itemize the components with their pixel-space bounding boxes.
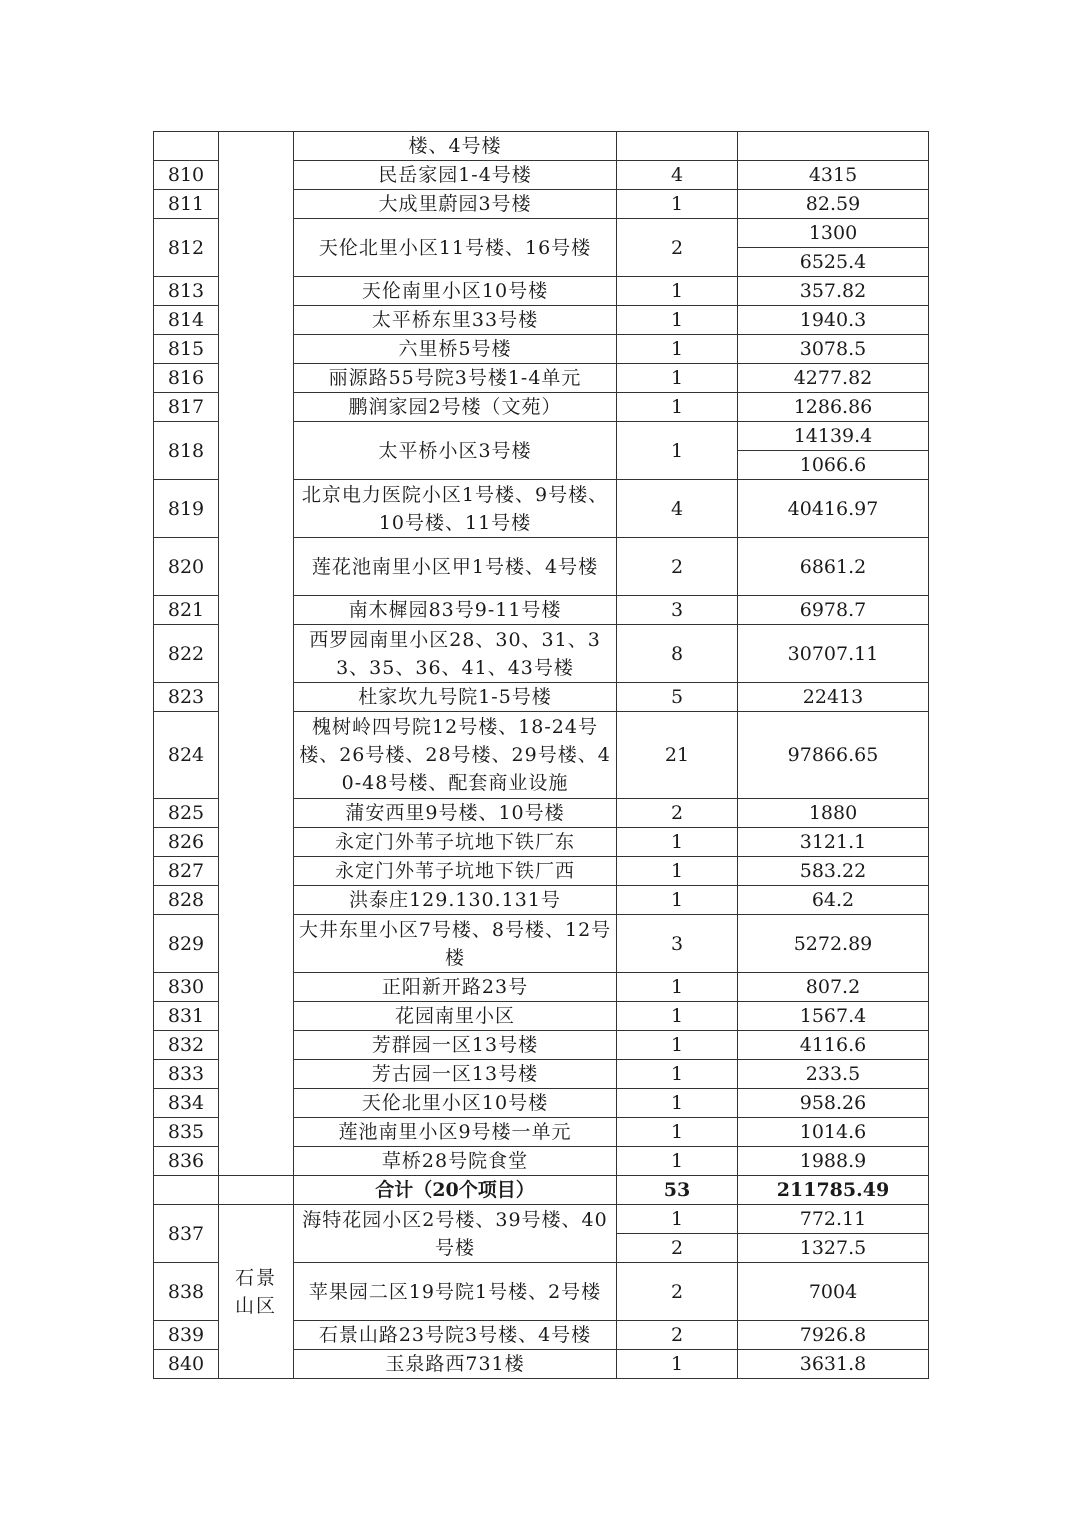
building-count-cell: 4 (617, 480, 738, 538)
area-cell: 1300 (738, 219, 929, 248)
area-cell: 3631.8 (738, 1350, 929, 1379)
building-count-cell: 1 (617, 364, 738, 393)
building-count-cell: 1 (617, 1205, 738, 1234)
row-number-cell: 819 (154, 480, 219, 538)
building-count-cell: 1 (617, 306, 738, 335)
area-cell: 3121.1 (738, 828, 929, 857)
building-count-cell (617, 132, 738, 161)
row-number-cell: 834 (154, 1089, 219, 1118)
project-name-cell: 永定门外苇子坑地下铁厂西 (294, 857, 617, 886)
area-cell: 7926.8 (738, 1321, 929, 1350)
building-count-cell: 2 (617, 1234, 738, 1263)
project-name-cell: 太平桥小区3号楼 (294, 422, 617, 480)
area-cell: 4315 (738, 161, 929, 190)
row-number-cell: 820 (154, 538, 219, 596)
row-number-cell: 814 (154, 306, 219, 335)
building-count-cell: 1 (617, 422, 738, 480)
building-count-cell: 1 (617, 1118, 738, 1147)
area-cell: 30707.11 (738, 625, 929, 683)
total-area-cell: 211785.49 (738, 1176, 929, 1205)
row-number-cell: 833 (154, 1060, 219, 1089)
area-cell: 82.59 (738, 190, 929, 219)
building-count-cell: 3 (617, 915, 738, 973)
row-number-cell: 810 (154, 161, 219, 190)
area-cell: 1988.9 (738, 1147, 929, 1176)
area-cell: 14139.4 (738, 422, 929, 451)
row-number-cell: 821 (154, 596, 219, 625)
area-cell: 97866.65 (738, 712, 929, 799)
project-name-cell: 槐树岭四号院12号楼、18-24号楼、26号楼、28号楼、29号楼、40-48号楼、配套商业设施 (294, 712, 617, 799)
area-cell: 807.2 (738, 973, 929, 1002)
area-cell: 958.26 (738, 1089, 929, 1118)
project-name-cell: 草桥28号院食堂 (294, 1147, 617, 1176)
total-count-cell: 53 (617, 1176, 738, 1205)
project-name-cell: 芳群园一区13号楼 (294, 1031, 617, 1060)
project-name-cell: 正阳新开路23号 (294, 973, 617, 1002)
row-number-cell: 811 (154, 190, 219, 219)
building-count-cell: 1 (617, 393, 738, 422)
row-number-cell: 840 (154, 1350, 219, 1379)
area-cell: 1880 (738, 799, 929, 828)
row-number-cell: 817 (154, 393, 219, 422)
project-name-cell: 海特花园小区2号楼、39号楼、40号楼 (294, 1205, 617, 1263)
building-count-cell: 2 (617, 1263, 738, 1321)
project-name-cell: 蒲安西里9号楼、10号楼 (294, 799, 617, 828)
building-count-cell: 2 (617, 1321, 738, 1350)
area-cell: 6525.4 (738, 248, 929, 277)
row-number-cell: 826 (154, 828, 219, 857)
area-cell: 1286.86 (738, 393, 929, 422)
project-name-cell: 鹏润家园2号楼（文苑） (294, 393, 617, 422)
project-name-cell: 永定门外苇子坑地下铁厂东 (294, 828, 617, 857)
row-number-cell: 818 (154, 422, 219, 480)
table-row (154, 132, 929, 161)
row-number-cell: 824 (154, 712, 219, 799)
area-cell: 233.5 (738, 1060, 929, 1089)
building-count-cell: 21 (617, 712, 738, 799)
table-row (154, 1205, 929, 1234)
area-cell: 1014.6 (738, 1118, 929, 1147)
row-number-cell: 829 (154, 915, 219, 973)
building-count-cell: 1 (617, 277, 738, 306)
row-number-cell: 816 (154, 364, 219, 393)
area-cell: 1327.5 (738, 1234, 929, 1263)
total-row (154, 1176, 929, 1205)
area-cell: 7004 (738, 1263, 929, 1321)
area-cell: 583.22 (738, 857, 929, 886)
building-count-cell: 3 (617, 596, 738, 625)
row-number-cell: 830 (154, 973, 219, 1002)
project-name-cell: 大成里蔚园3号楼 (294, 190, 617, 219)
total-label-cell: 合计（20个项目） (294, 1176, 617, 1205)
area-cell: 4116.6 (738, 1031, 929, 1060)
project-name-cell: 洪泰庄129.130.131号 (294, 886, 617, 915)
project-name-cell: 南木樨园83号9-11号楼 (294, 596, 617, 625)
area-cell: 40416.97 (738, 480, 929, 538)
table-body (154, 132, 929, 1379)
project-name-cell: 楼、4号楼 (294, 132, 617, 161)
project-name-cell: 大井东里小区7号楼、8号楼、12号楼 (294, 915, 617, 973)
building-count-cell: 2 (617, 799, 738, 828)
building-count-cell: 1 (617, 1060, 738, 1089)
building-count-cell: 1 (617, 1031, 738, 1060)
area-cell: 3078.5 (738, 335, 929, 364)
district-cell (219, 1176, 294, 1205)
project-name-cell: 杜家坎九号院1-5号楼 (294, 683, 617, 712)
area-cell: 4277.82 (738, 364, 929, 393)
project-name-cell: 六里桥5号楼 (294, 335, 617, 364)
row-number-cell: 839 (154, 1321, 219, 1350)
row-number-cell: 836 (154, 1147, 219, 1176)
row-number-cell: 813 (154, 277, 219, 306)
row-number-cell: 835 (154, 1118, 219, 1147)
project-name-cell: 天伦南里小区10号楼 (294, 277, 617, 306)
building-count-cell: 5 (617, 683, 738, 712)
area-cell: 6861.2 (738, 538, 929, 596)
building-count-cell: 1 (617, 886, 738, 915)
housing-project-table (153, 131, 929, 1379)
project-name-cell: 莲花池南里小区甲1号楼、4号楼 (294, 538, 617, 596)
area-cell: 1066.6 (738, 451, 929, 480)
project-name-cell: 花园南里小区 (294, 1002, 617, 1031)
project-name-cell: 北京电力医院小区1号楼、9号楼、10号楼、11号楼 (294, 480, 617, 538)
area-cell: 1567.4 (738, 1002, 929, 1031)
building-count-cell: 2 (617, 219, 738, 277)
area-cell: 64.2 (738, 886, 929, 915)
row-number-cell: 823 (154, 683, 219, 712)
building-count-cell: 1 (617, 1147, 738, 1176)
building-count-cell: 1 (617, 1089, 738, 1118)
district-name: 石景山区 (234, 1266, 277, 1317)
row-number-cell: 827 (154, 857, 219, 886)
project-name-cell: 苹果园二区19号院1号楼、2号楼 (294, 1263, 617, 1321)
row-number-cell: 822 (154, 625, 219, 683)
building-count-cell: 1 (617, 335, 738, 364)
building-count-cell: 1 (617, 1002, 738, 1031)
project-name-cell: 西罗园南里小区28、30、31、33、35、36、41、43号楼 (294, 625, 617, 683)
area-cell: 772.11 (738, 1205, 929, 1234)
building-count-cell: 1 (617, 973, 738, 1002)
district-cell (219, 132, 294, 1176)
area-cell: 6978.7 (738, 596, 929, 625)
project-name-cell: 丽源路55号院3号楼1-4单元 (294, 364, 617, 393)
area-cell (738, 132, 929, 161)
row-number-cell: 831 (154, 1002, 219, 1031)
row-number-cell: 837 (154, 1205, 219, 1263)
project-name-cell: 石景山路23号院3号楼、4号楼 (294, 1321, 617, 1350)
building-count-cell: 1 (617, 857, 738, 886)
row-number-cell (154, 132, 219, 161)
building-count-cell: 4 (617, 161, 738, 190)
area-cell: 5272.89 (738, 915, 929, 973)
row-number-cell: 838 (154, 1263, 219, 1321)
project-name-cell: 玉泉路西731楼 (294, 1350, 617, 1379)
row-number-cell: 832 (154, 1031, 219, 1060)
row-number-cell (154, 1176, 219, 1205)
building-count-cell: 8 (617, 625, 738, 683)
project-name-cell: 民岳家园1-4号楼 (294, 161, 617, 190)
row-number-cell: 825 (154, 799, 219, 828)
row-number-cell: 815 (154, 335, 219, 364)
project-name-cell: 太平桥东里33号楼 (294, 306, 617, 335)
project-name-cell: 天伦北里小区10号楼 (294, 1089, 617, 1118)
area-cell: 1940.3 (738, 306, 929, 335)
building-count-cell: 2 (617, 538, 738, 596)
building-count-cell: 1 (617, 1350, 738, 1379)
project-name-cell: 莲池南里小区9号楼一单元 (294, 1118, 617, 1147)
district-cell (219, 1205, 294, 1379)
row-number-cell: 812 (154, 219, 219, 277)
area-cell: 22413 (738, 683, 929, 712)
project-name-cell: 芳古园一区13号楼 (294, 1060, 617, 1089)
area-cell: 357.82 (738, 277, 929, 306)
project-name-cell: 天伦北里小区11号楼、16号楼 (294, 219, 617, 277)
building-count-cell: 1 (617, 190, 738, 219)
row-number-cell: 828 (154, 886, 219, 915)
building-count-cell: 1 (617, 828, 738, 857)
